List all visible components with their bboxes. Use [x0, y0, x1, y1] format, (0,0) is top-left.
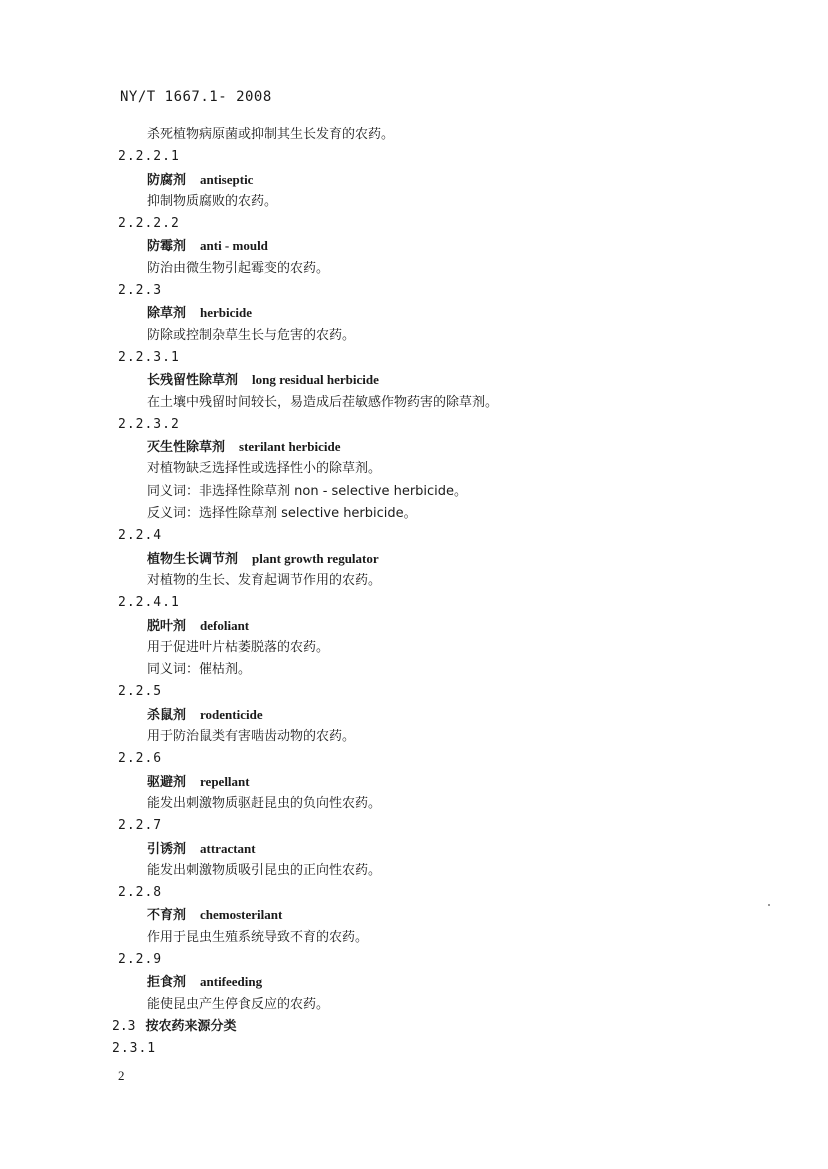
- definition-text: 能发出刺激物质驱赶昆虫的负向性农药。: [147, 795, 382, 811]
- term-heading: [0, 704, 828, 726]
- term-heading: [0, 235, 828, 257]
- term-heading: [0, 302, 828, 324]
- term-english: attractant: [200, 840, 256, 856]
- section-number: 2.3: [112, 1018, 136, 1034]
- definition-text: 杀死植物病原菌或抑制其生长发育的农药。: [147, 127, 395, 142]
- term-heading: [0, 369, 828, 391]
- term-heading: [0, 548, 828, 570]
- term-english: herbicide: [200, 305, 253, 321]
- term-chinese: 杀鼠剂: [147, 707, 187, 723]
- term-chinese: 不育剂: [147, 908, 187, 924]
- term-english: long residual herbicide: [252, 372, 379, 388]
- definition-text: 对植物的生长、发育起调节作用的农药。: [147, 572, 382, 588]
- definition-text: 能使昆虫产生停食反应的农药。: [147, 996, 330, 1012]
- term-chinese: 除草剂: [147, 306, 187, 322]
- scan-speck: [768, 904, 770, 906]
- term-chinese: 脱叶剂: [147, 618, 187, 634]
- clause-number: 2.2.9: [118, 951, 163, 967]
- clause-number: 2.2.6: [118, 751, 163, 767]
- clause-number: 2.2.2.2: [118, 216, 180, 232]
- term-heading: [0, 838, 828, 860]
- definition-text: 反义词：选择性除草剂 selective herbicide。: [147, 506, 417, 522]
- term-english: repellant: [200, 773, 250, 789]
- clause-number: 2.2.3: [118, 283, 163, 299]
- definition-text: 用于促进叶片枯萎脱落的农药。: [147, 639, 330, 655]
- term-chinese: 防腐剂: [147, 172, 187, 188]
- definition-text: 抑制物质腐败的农药。: [147, 193, 278, 209]
- standard-code-header: NY/T 1667.1- 2008: [120, 89, 272, 105]
- term-english: plant growth regulator: [252, 550, 379, 566]
- clause-number: 2.2.3.2: [118, 416, 180, 432]
- clause-number: 2.2.5: [118, 684, 163, 700]
- term-chinese: 长残留性除草剂: [147, 373, 239, 389]
- definition-text: 对植物缺乏选择性或选择性小的除草剂。: [147, 461, 382, 477]
- clause-number: 2.2.7: [118, 818, 163, 834]
- definition-text: 能发出刺激物质吸引昆虫的正向性农药。: [147, 862, 382, 878]
- section-title: 按农药来源分类: [145, 1018, 237, 1034]
- clause-number: 2.2.4.1: [118, 595, 180, 611]
- term-chinese: 防霉剂: [147, 239, 187, 255]
- clause-number: 2.2.8: [118, 885, 163, 901]
- definition-text: 防治由微生物引起霉变的农药。: [147, 260, 330, 276]
- term-heading: [0, 436, 828, 458]
- definition-text: 用于防治鼠类有害啮齿动物的农药。: [147, 729, 356, 745]
- section-heading: [0, 1016, 828, 1038]
- term-chinese: 拒食剂: [147, 975, 187, 991]
- clause-number: 2.3.1: [112, 1041, 157, 1057]
- term-english: sterilant herbicide: [239, 439, 341, 455]
- clause-number: 2.2.2.1: [118, 149, 180, 165]
- term-chinese: 驱避剂: [147, 774, 187, 790]
- page-number: 2: [118, 1068, 125, 1083]
- definition-text: 同义词：催枯剂。: [147, 662, 252, 678]
- term-english: anti - mould: [200, 238, 268, 254]
- definition-text: 防除或控制杂草生长与危害的农药。: [147, 327, 356, 343]
- term-chinese: 灭生性除草剂: [147, 440, 226, 456]
- term-english: defoliant: [200, 617, 250, 633]
- term-entries: [0, 124, 828, 1060]
- definition-text: 在土壤中残留时间较长，易造成后茬敏感作物药害的除草剂。: [147, 394, 499, 410]
- term-heading: [0, 971, 828, 993]
- term-english: antifeeding: [200, 974, 263, 990]
- term-chinese: 引诱剂: [147, 841, 187, 857]
- term-english: rodenticide: [200, 706, 263, 722]
- term-english: antiseptic: [200, 171, 254, 187]
- clause-number: 2.2.4: [118, 528, 163, 544]
- term-english: chemosterilant: [200, 907, 283, 923]
- term-heading: [0, 904, 828, 926]
- definition-text: 作用于昆虫生殖系统导致不育的农药。: [147, 929, 369, 945]
- term-chinese: 植物生长调节剂: [147, 551, 239, 567]
- term-heading: [0, 169, 828, 191]
- term-heading: [0, 771, 828, 793]
- term-heading: [0, 615, 828, 637]
- definition-text: 同义词：非选择性除草剂 non - selective herbicide。: [147, 483, 468, 499]
- clause-number: 2.2.3.1: [118, 349, 180, 365]
